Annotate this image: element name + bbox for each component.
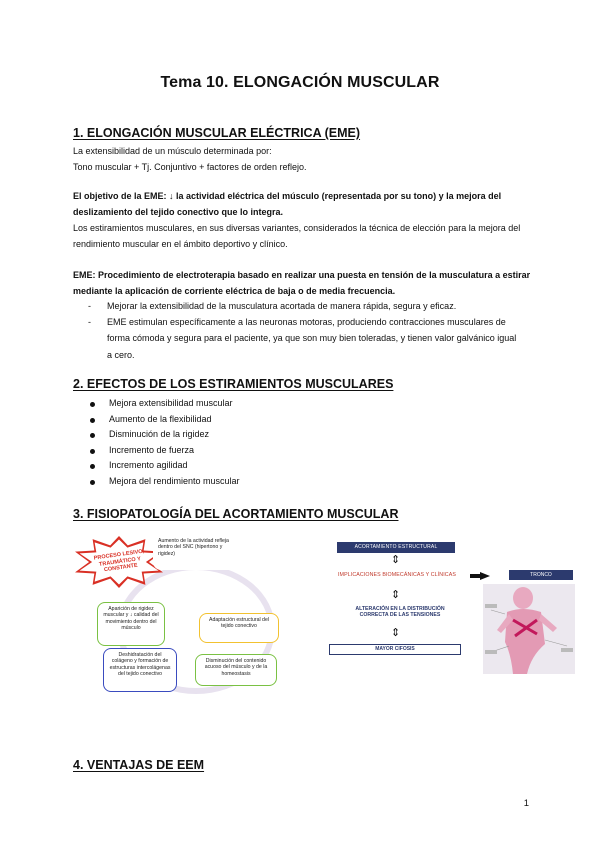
list-item: Disminución de la rigidez (88, 427, 240, 443)
list-item: Aumento de la flexibilidad (88, 412, 240, 428)
list-item: - Mejorar la extensibilidad de la musculatura acortada de manera rápida, segura y eficaz. (88, 298, 518, 314)
section-2-heading: 2. EFECTOS DE LOS ESTIRAMIENTOS MUSCULARES (73, 377, 394, 391)
cycle-box-left: Aparición de rigidez muscular y ↓ calidad del movimiento dentro del músculo (97, 602, 165, 646)
section-2-bullet-list (88, 396, 240, 490)
tronco-bar: TRONCO (509, 570, 573, 580)
cycle-box-right: Adaptación estructural del tejido conectivo (199, 613, 279, 643)
list-item: Mejora extensibilidad muscular (88, 396, 240, 412)
cycle-box-top: Aumento de la actividad refleja dentro del SNC (hipertono y rigidez) (153, 534, 243, 570)
bullet-icon (90, 464, 95, 469)
section-1-objective-bold: El objetivo de la EME: ↓ la actividad eléctrica del músculo (representada por su tono) y la mejora del deslizamiento del tejido conectivo que lo integra. (73, 191, 502, 218)
section-4-heading: 4. VENTAJAS DE EEM (73, 758, 205, 772)
page-title: Tema 10. ELONGACIÓN MUSCULAR (160, 74, 440, 91)
mayor-cifosis-bar: MAYOR CIFOSIS (329, 644, 461, 655)
cycle-box-bottom-right: Disminución del contenido acuoso del músculo y de la homeostasis (195, 654, 277, 686)
section-3-heading: 3. FISIOPATOLOGÍA DEL ACORTAMIENTO MUSCULAR (73, 507, 399, 521)
torso-anatomy-icon (483, 584, 575, 674)
implicaciones-label: IMPLICACIONES BIOMECÁNICAS Y CLÍNICAS (337, 572, 456, 578)
list-item: - EME estimulan específicamente a las neuronas motoras, produciendo contracciones musculares de forma cómoda y segura para el paciente, ya que son muy bien toleradas, y tienen valor galvánico igual a cero. (88, 314, 518, 363)
section-1-objective-text: Los estiramientos musculares, en sus diversas variantes, considerados la técnica de elección para la mejora del rendimiento muscular en el ámbito deportivo y clínico. (73, 223, 521, 250)
section-1-heading: 1. ELONGACIÓN MUSCULAR ELÉCTRICA (EME) (73, 126, 361, 140)
definition-line-2: Tono muscular + Tj. Conjuntivo + factores de orden reflejo. (73, 162, 307, 173)
burst-label: PROCESO LESIVO, TRAUMÁTICO Y CONSTANTE (93, 548, 145, 574)
cycle-box-bottom-left: Deshidratación del colágeno y formación de estructuras intercolágenas del tejido conectivo (103, 648, 177, 692)
double-arrow-icon: ⇕ (391, 554, 401, 566)
list-item: Incremento de fuerza (88, 443, 240, 459)
section-1-eme-definition: EME: Procedimiento de electroterapia basado en realizar una puesta en tensión de la musculatura a estirar mediante la aplicación de corriente eléctrica de baja o de media frecuencia. (73, 270, 531, 297)
implicaciones-diagram (327, 540, 577, 685)
section-1-definition (73, 143, 533, 175)
page-number: 1 (523, 798, 529, 809)
acortamiento-cycle-diagram (73, 530, 298, 695)
bullet-icon (90, 449, 95, 454)
bullet-icon (90, 402, 95, 407)
section-1-dash-list (88, 298, 518, 363)
list-item: Incremento agilidad (88, 458, 240, 474)
double-arrow-icon: ⇕ (391, 627, 401, 639)
double-arrow-icon: ⇕ (391, 589, 401, 601)
list-item: Mejora del rendimiento muscular (88, 474, 240, 490)
anatomy-figure (483, 584, 575, 674)
bullet-icon (90, 480, 95, 485)
definition-line-1: La extensibilidad de un músculo determinada por: (73, 146, 272, 156)
bullet-icon (90, 418, 95, 423)
alteracion-label: ALTERACIÓN EN LA DISTRIBUCIÓN CORRECTA DE LAS TENSIONES (355, 606, 445, 619)
bullet-icon (90, 433, 95, 438)
acortamiento-bar: ACORTAMIENTO ESTRUCTURAL (337, 542, 455, 553)
